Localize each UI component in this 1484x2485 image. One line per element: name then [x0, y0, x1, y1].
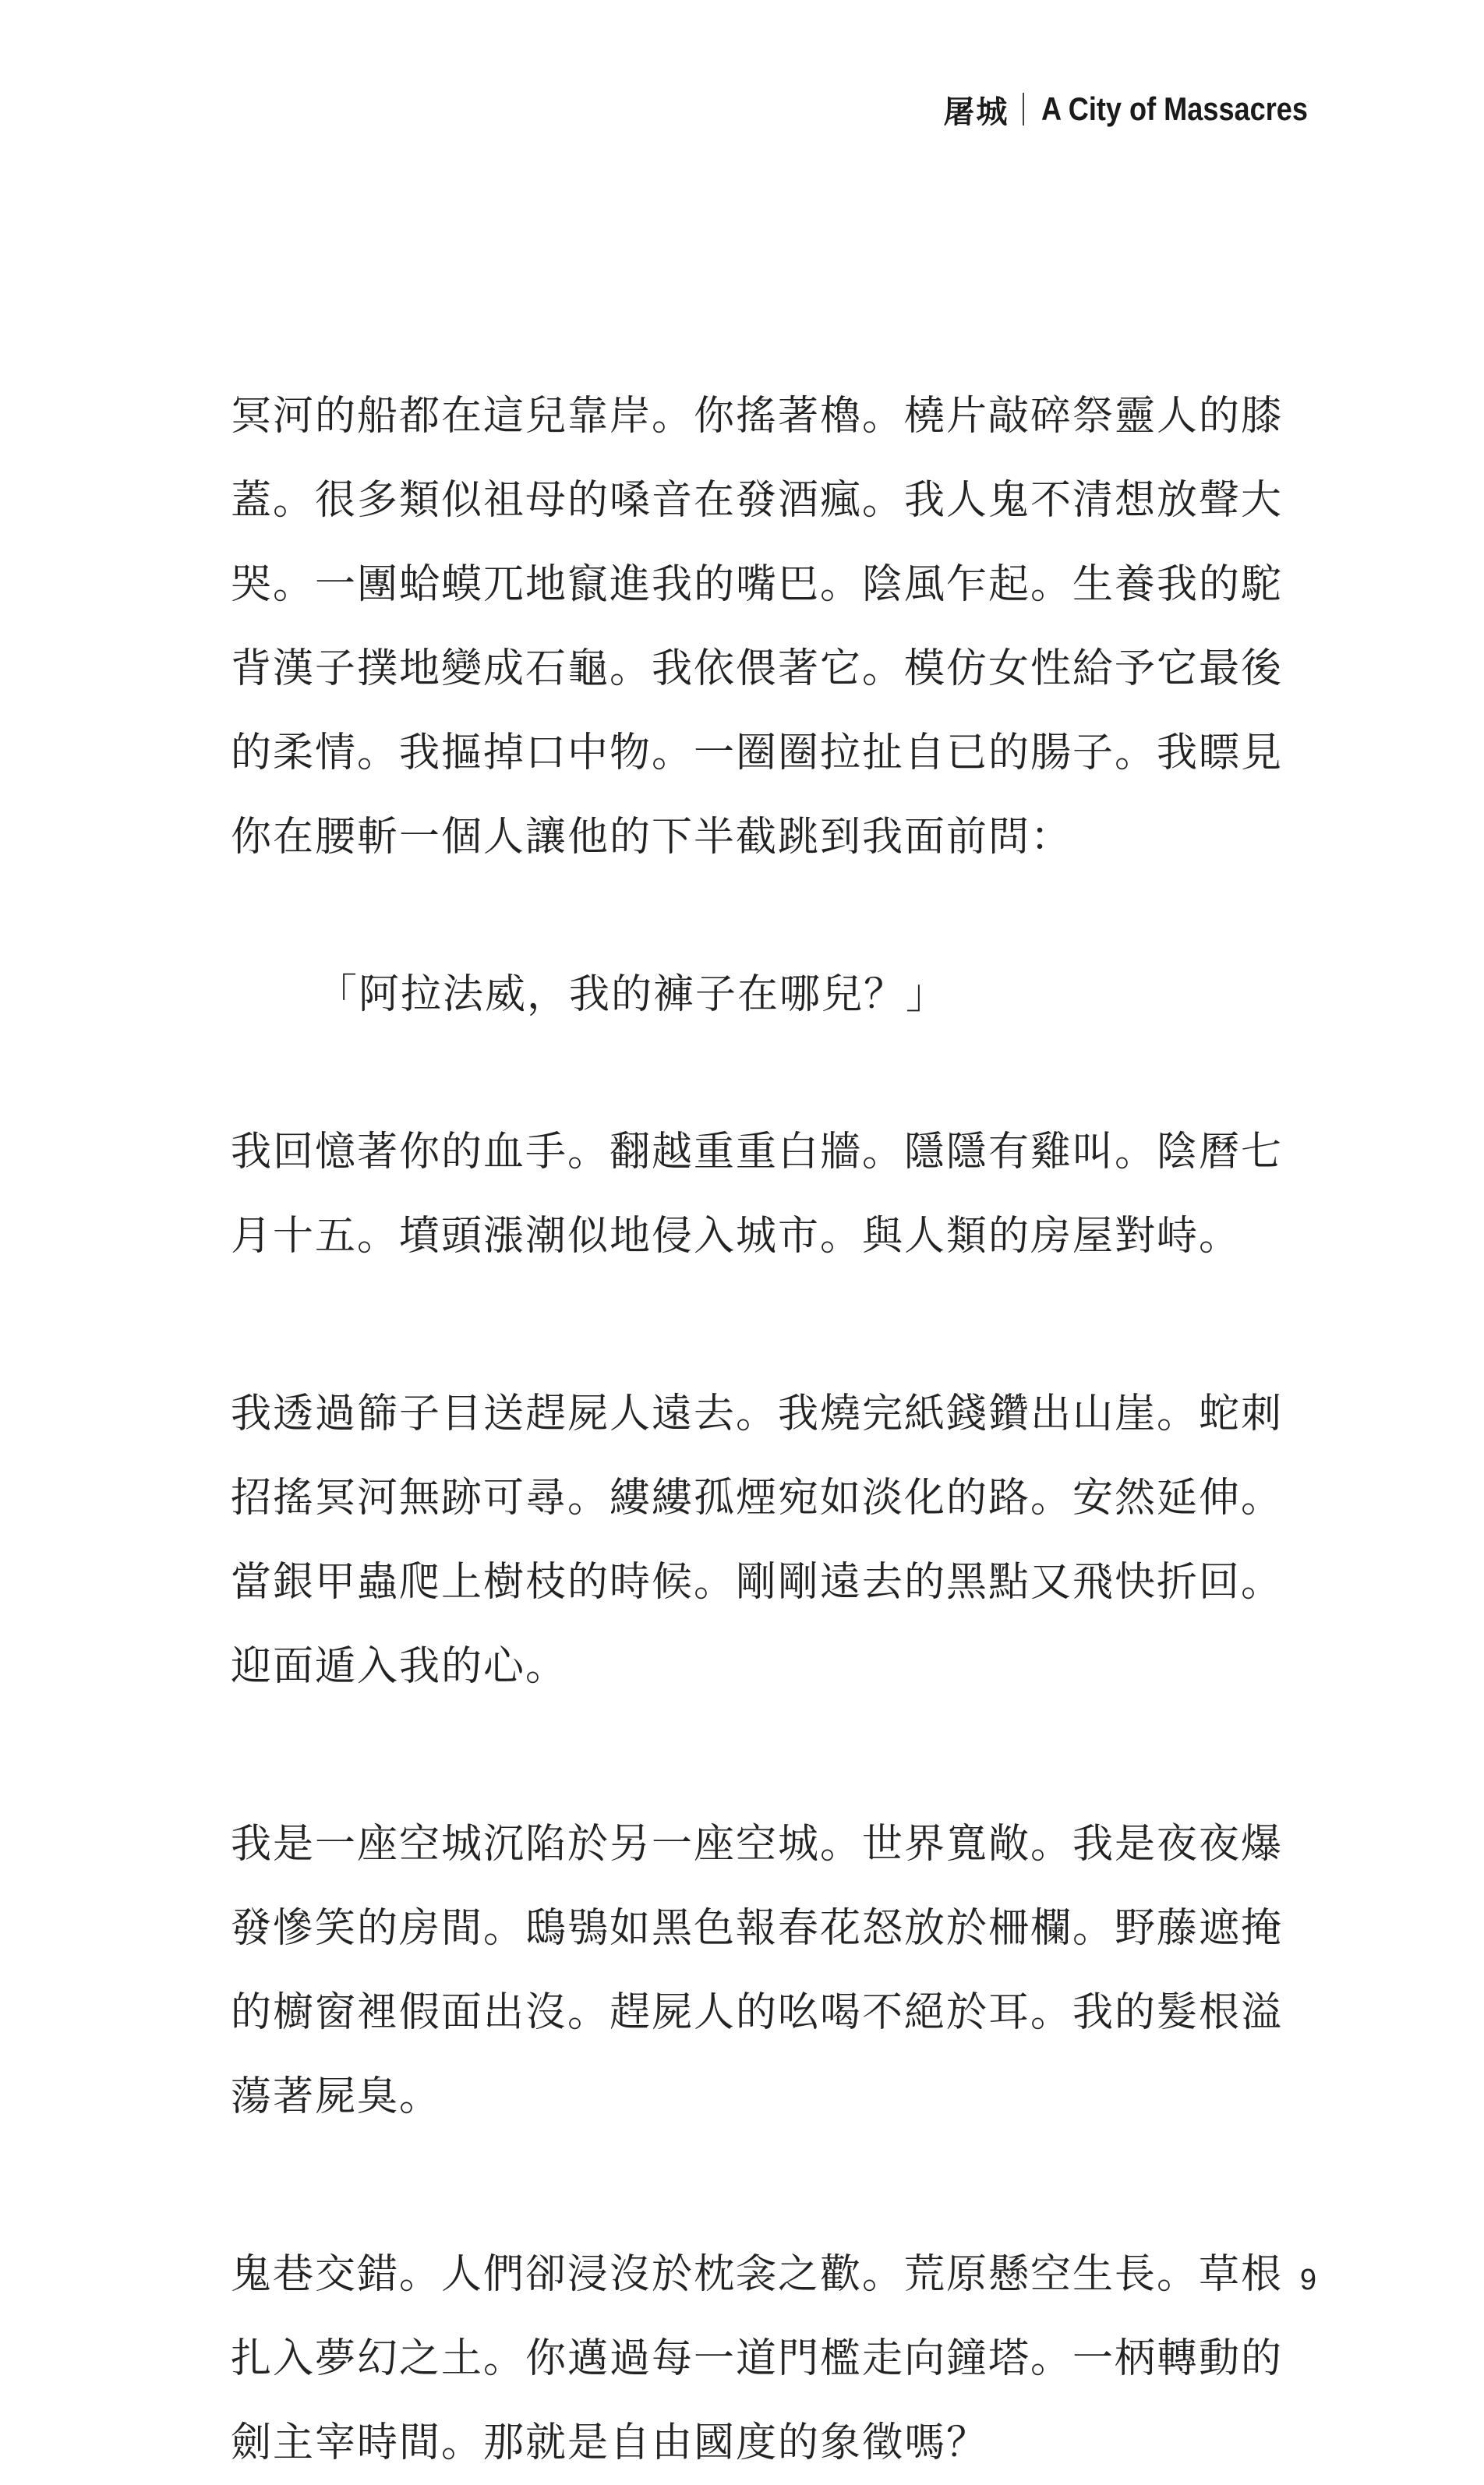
text-line: 發慘笑的房間。鴟鴞如黑色報春花怒放於柵欄。野藤遮掩: [231, 1905, 1284, 1952]
text-line: 月十五。墳頭漲潮似地侵入城市。與人類的房屋對峙。: [231, 1213, 1242, 1260]
text-line: 蓋。很多類似祖母的嗓音在發酒瘋。我人鬼不清想放聲大: [231, 477, 1284, 524]
text-line: 迎面遁入我的心。: [231, 1643, 568, 1690]
paragraph-3: [231, 1110, 1353, 1278]
paragraph-2-quote: [231, 953, 1353, 1037]
text-line: 招搖冥河無跡可尋。縷縷孤煙宛如淡化的路。安然延伸。: [231, 1475, 1284, 1522]
text-line: 的柔情。我摳掉口中物。一圈圈拉扯自已的腸子。我瞟見: [231, 730, 1284, 776]
title-separator: [1023, 93, 1024, 125]
paragraph-4: [231, 1372, 1353, 1709]
text-line: 哭。一團蛤蟆兀地竄進我的嘴巴。陰風乍起。生養我的駝: [231, 561, 1284, 608]
paragraph-spacer: [231, 1037, 1353, 1110]
text-line: 的櫥窗裡假面出沒。趕屍人的吆喝不絕於耳。我的髮根溢: [231, 1989, 1284, 2036]
book-title-english: A City of Massacres: [1041, 90, 1309, 127]
text-line: 我回憶著你的血手。翻越重重白牆。隱隱有雞叫。陰曆七: [231, 1129, 1284, 1175]
text-line: 當銀甲蟲爬上樹枝的時候。剛剛遠去的黑點又飛快折回。: [231, 1559, 1284, 1606]
text-line: 蕩著屍臭。: [231, 2073, 442, 2120]
paragraph-spacer: [231, 2139, 1353, 2232]
text-line: 背漢子撲地變成石龜。我依偎著它。模仿女性給予它最後: [231, 645, 1284, 692]
text-line: 你在腰斬一個人讓他的下半截跳到我面前問：: [231, 814, 1073, 861]
paragraph-6: [231, 2232, 1353, 2485]
quoted-line: 「阿拉法威，我的褲子在哪兒？」: [316, 971, 949, 1018]
running-head: [943, 87, 1352, 131]
text-line: 冥河的船都在這兒靠岸。你搖著櫓。橈片敲碎祭靈人的膝: [231, 393, 1284, 440]
body-text: [231, 374, 1353, 2485]
text-line: 我透過篩子目送趕屍人遠去。我燒完紙錢鑽出山崖。蛇刺: [231, 1391, 1284, 1437]
text-line: 鬼巷交錯。人們卻浸沒於枕衾之歡。荒原懸空生長。草根: [231, 2251, 1284, 2298]
paragraph-1: [231, 374, 1353, 879]
text-line: 扎入夢幻之土。你邁過每一道門檻走向鐘塔。一柄轉動的: [231, 2335, 1284, 2382]
page-number: 9: [1299, 2264, 1316, 2296]
text-line: 劍主宰時間。那就是自由國度的象徵嗎？: [231, 2420, 989, 2466]
text-line: 我是一座空城沉陷於另一座空城。世界寬敞。我是夜夜爆: [231, 1821, 1284, 1868]
book-title-chinese: 屠城: [943, 94, 1009, 130]
paragraph-spacer: [231, 1709, 1353, 1802]
paragraph-spacer: [231, 1278, 1353, 1372]
paragraph-5: [231, 1802, 1353, 2139]
paragraph-spacer: [231, 879, 1353, 953]
